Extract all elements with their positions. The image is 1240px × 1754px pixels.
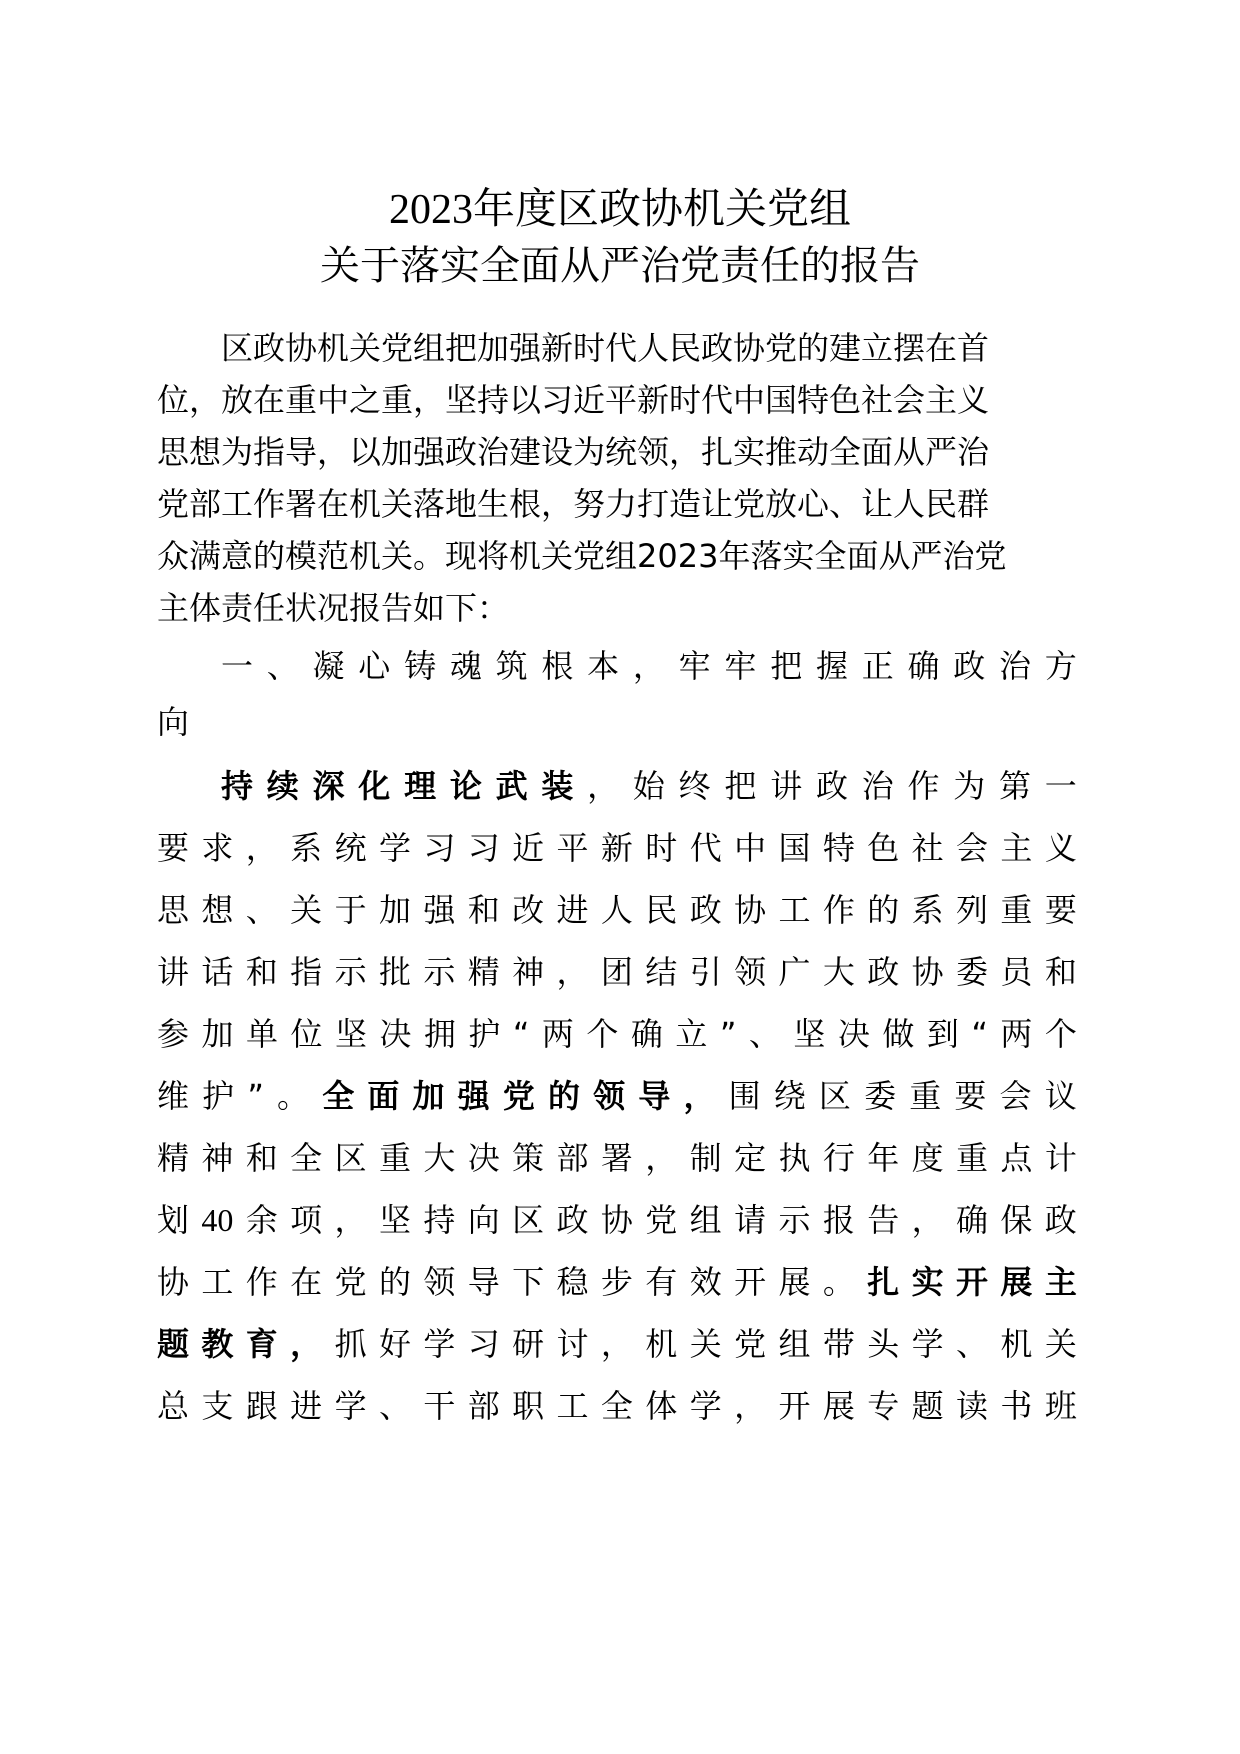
body-line-11: 总 支 跟 进 学 、 干 部 职 工 全 体 学 ， 开 展 专 题 读 书 班 [157,1387,1077,1425]
body-line-3: 思 想 、 关 于 加 强 和 改 进 人 民 政 协 工 作 的 系 列 重 要 [157,891,1077,929]
section-heading-line-1: 一 、 凝 心 铸 魂 筑 根 本 ， 牢 牢 把 握 正 确 政 治 方 [221,647,1077,685]
intro-line-4: 党部工作署在机关落地生根，努力打造让党放心、让人民群 [157,485,990,523]
intro-line-6: 主体责任状况报告如下： [157,589,510,627]
intro-line-5: 众满意的模范机关。现将机关党组2023年落实全面从严治党 [157,537,1007,575]
intro-line-1: 区政协机关党组把加强新时代人民政协党的建立摆在首 [221,329,990,367]
body-line-9: 协 工 作 在 党 的 领 导 下 稳 步 有 效 开 展 。 扎 实 开 展 主 [157,1263,1077,1301]
intro-line-3: 思想为指导，以加强政治建设为统领，扎实推动全面从严治 [157,433,990,471]
body-line-2: 要 求 ， 系 统 学 习 习 近 平 新 时 代 中 国 特 色 社 会 主 义 [157,829,1077,867]
intro-line-2: 位，放在重中之重，坚持以习近平新时代中国特色社会主义 [157,381,990,419]
body-line-5: 参 加 单 位 坚 决 拥 护 “ 两 个 确 立 ” 、 坚 决 做 到 “ 两 个 [157,1015,1077,1053]
body-line-10: 题 教 育 ， 抓 好 学 习 研 讨 ， 机 关 党 组 带 头 学 、 机 关 [157,1325,1077,1363]
body-line-6: 维 护 ” 。 全 面 加 强 党 的 领 导 ， 围 绕 区 委 重 要 会 议 [157,1077,1077,1115]
body-line-1: 持 续 深 化 理 论 武 装 ， 始 终 把 讲 政 治 作 为 第 一 [221,767,1077,805]
section-heading-line-2: 向 [157,703,190,741]
title-line-1 [0,182,1240,238]
title-line-2: 关于落实全面从严治党责任的报告 [320,243,920,289]
title-year: 2023年度区政协机关党组 [388,187,851,233]
body-line-8: 划 40 余 项 ， 坚 持 向 区 政 协 党 组 请 示 报 告 ， 确 保 政 [157,1201,1077,1239]
body-line-4: 讲 话 和 指 示 批 示 精 神 ， 团 结 引 领 广 大 政 协 委 员 和 [157,953,1077,991]
body-line-7: 精 神 和 全 区 重 大 决 策 部 署 ， 制 定 执 行 年 度 重 点 计 [157,1139,1077,1177]
